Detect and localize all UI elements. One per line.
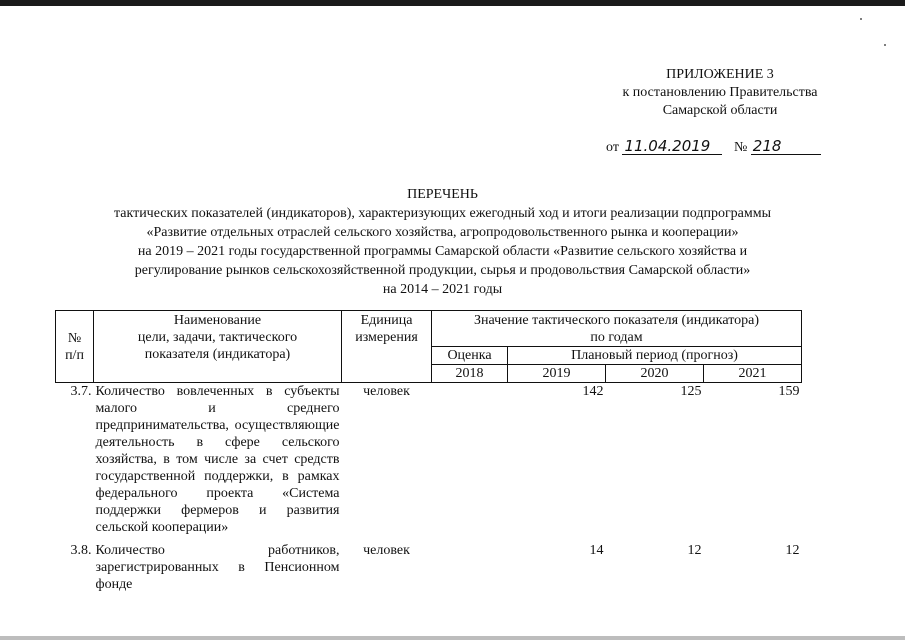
header-name: Наименование цели, задачи, тактического показателя (индикатора) — [94, 311, 342, 383]
scan-top-edge — [0, 0, 905, 6]
header-values: Значение тактического показателя (индикатора) по годам — [432, 311, 802, 347]
row-value-2020: 12 — [687, 543, 702, 558]
resolution-date-number — [606, 138, 826, 157]
header-year-2020: 2020 — [606, 365, 704, 383]
title-heading: ПЕРЕЧЕНЬ — [407, 187, 478, 202]
handwritten-date: 11.04.2019 — [622, 138, 722, 155]
header-planned-period: Плановый период (прогноз) — [508, 347, 802, 365]
scan-bottom-edge — [0, 636, 905, 640]
appendix-region: Самарской области — [662, 103, 778, 118]
row-number: 3.8. — [70, 543, 92, 558]
header-year-2019: 2019 — [508, 365, 606, 383]
table-row — [56, 383, 802, 543]
from-label: от — [606, 140, 619, 155]
row-indicator-name: Количество вовлеченных в субъекты малого и среднего предпринимательства, осуществляющие деятельность в сфере сельского хозяйства, в том числе за счет средств государственной поддержки, в рамках федерального проекта «Система поддержки фермеров и развития сельской кооперации» — [95, 384, 340, 535]
document-title — [40, 185, 845, 299]
indicators-table — [55, 310, 802, 593]
handwritten-number: 218 — [751, 138, 821, 155]
header-year-2018: 2018 — [432, 365, 508, 383]
title-line-1: тактических показателей (индикаторов), характеризующих ежегодный ход и итоги реализации подпрограммы — [113, 206, 772, 221]
appendix-subtitle: к постановлению Правительства — [622, 85, 818, 100]
row-unit: человек — [363, 384, 410, 399]
row-unit: человек — [363, 543, 410, 558]
header-unit: Единица измерения — [342, 311, 432, 383]
row-value-2021: 12 — [785, 543, 800, 558]
row-value-2018 — [432, 542, 508, 593]
scan-speck — [860, 18, 862, 20]
row-indicator-name: Количество работников, зарегистрированных в Пенсионном фонде — [95, 543, 340, 592]
row-value-2018 — [432, 383, 508, 543]
appendix-title: ПРИЛОЖЕНИЕ 3 — [666, 67, 774, 82]
scan-speck — [884, 44, 886, 46]
row-value-2021: 159 — [778, 384, 800, 399]
number-label: № — [733, 140, 748, 155]
row-value-2020: 125 — [680, 384, 702, 399]
title-line-2: «Развитие отдельных отраслей сельского хозяйства, агропродовольственного рынка и кооперации» — [146, 225, 739, 240]
title-line-3: на 2019 – 2021 годы государственной программы Самарской области «Развитие сельского хозяйства и — [137, 244, 748, 259]
table-row — [56, 542, 802, 593]
title-line-4: регулирование рынков сельскохозяйственной продукции, сырья и продовольствия Самарской области» — [134, 263, 751, 278]
title-line-5: на 2014 – 2021 годы — [382, 282, 503, 297]
appendix-block — [560, 66, 880, 120]
header-year-2021: 2021 — [704, 365, 802, 383]
header-estimate: Оценка — [432, 347, 508, 365]
header-number: № п/п — [56, 311, 94, 383]
row-value-2019: 142 — [582, 384, 604, 399]
row-number: 3.7. — [70, 384, 92, 399]
row-value-2019: 14 — [589, 543, 604, 558]
